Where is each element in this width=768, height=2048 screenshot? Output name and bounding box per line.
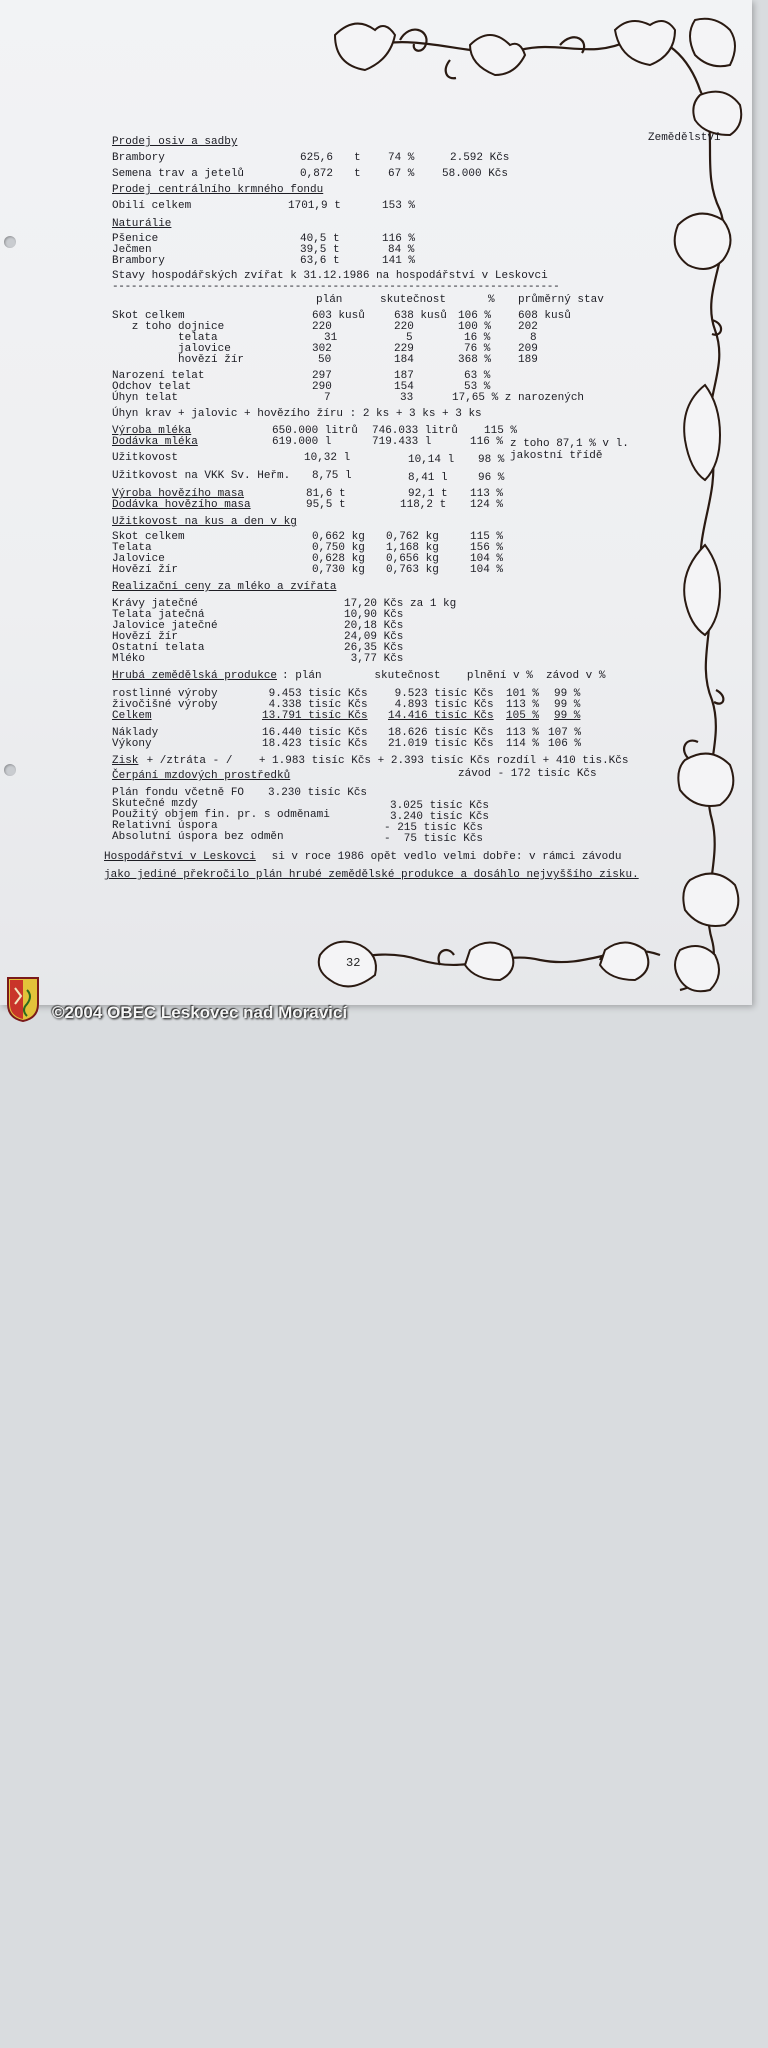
row-plan: 650.000 litrů bbox=[272, 425, 358, 437]
row-pct: 104 % bbox=[470, 564, 504, 576]
header-title: Zemědělství bbox=[648, 132, 721, 144]
row-label: Výroba mléka bbox=[112, 425, 192, 437]
zisk-label: Zisk bbox=[112, 755, 139, 767]
row-skut: 1,168 kg bbox=[386, 542, 439, 554]
row-label: Pšenice bbox=[112, 233, 159, 245]
row-label: Dodávka mléka bbox=[112, 436, 198, 448]
row-plan: 81,6 t bbox=[306, 488, 346, 500]
row-plan: 9.453 tisíc Kčs bbox=[262, 688, 368, 700]
row-label: Plán fondu včetně FO bbox=[112, 787, 245, 799]
row-plan: 95,5 t bbox=[306, 499, 346, 511]
row-skut: 154 bbox=[394, 381, 414, 393]
row-plan: 4.338 tisíc Kčs bbox=[262, 699, 368, 711]
row-pl: 113 % bbox=[506, 727, 540, 739]
row-value: - 215 tisíc Kčs bbox=[384, 822, 484, 834]
uhyn-line: Úhyn krav + jalovic + hovězího žíru : 2 ks + 3 ks + 3 ks bbox=[112, 408, 482, 420]
row-skut: 9.523 tisíc Kčs bbox=[388, 688, 494, 700]
row-pl: 114 % bbox=[506, 738, 540, 750]
row-prum: 608 kusů bbox=[518, 310, 571, 322]
row-label: Celkem bbox=[112, 710, 152, 722]
row-pct: 53 % bbox=[464, 381, 491, 393]
row-label: jalovice bbox=[112, 343, 231, 355]
heading-krmny: Prodej centrálního krmného fondu bbox=[112, 184, 324, 196]
conclusion-line: jako jediné překročilo plán hrubé zemědělské produkce a dosáhlo nejvyššího zisku. bbox=[104, 869, 639, 881]
row-label: Užitkovost bbox=[112, 452, 179, 464]
row-pl: 113 % bbox=[506, 699, 540, 711]
row-skut: 0,762 kg bbox=[386, 531, 439, 543]
row-zav: 106 % bbox=[548, 738, 582, 750]
conclusion-line: si v roce 1986 opět vedlo velmi dobře: v rámci závodu bbox=[265, 851, 622, 863]
row-qty: 39,5 t bbox=[300, 244, 340, 256]
row-label: Hovězí žír bbox=[112, 564, 179, 576]
row-label: Úhyn telat bbox=[112, 392, 179, 404]
row-label: Ječmen bbox=[112, 244, 152, 256]
zisk-line: + /ztráta - / + 1.983 tisíc Kčs + 2.393 tisíc Kčs rozdíl + 410 tis.Kčs bbox=[140, 755, 629, 767]
row-pct: 115 % bbox=[484, 425, 518, 437]
row-skut: 21.019 tisíc Kčs bbox=[388, 738, 494, 750]
row-pl: 101 % bbox=[506, 688, 540, 700]
row-pct: 156 % bbox=[470, 542, 504, 554]
row-skut: 8,41 l bbox=[408, 472, 448, 484]
heading-ceny: Realizační ceny za mléko a zvířata bbox=[112, 581, 337, 593]
row-plan: 0,730 kg bbox=[312, 564, 365, 576]
row-value: - 75 tisíc Kčs bbox=[384, 833, 484, 845]
row-label: telata bbox=[112, 332, 218, 344]
row-pct: 84 % bbox=[388, 244, 415, 256]
row-zav: 99 % bbox=[554, 710, 581, 722]
row-skut: 184 bbox=[394, 354, 414, 366]
row-plan: 0,750 kg bbox=[312, 542, 365, 554]
row-label: Náklady bbox=[112, 727, 159, 739]
row-label: Relativní úspora bbox=[112, 820, 218, 832]
row-pct: 124 % bbox=[470, 499, 504, 511]
row-plan: 619.000 l bbox=[272, 436, 332, 448]
row-label: Skot celkem bbox=[112, 310, 185, 322]
conclusion-lead: Hospodářství v Leskovci bbox=[104, 851, 256, 863]
row-pct: 17,65 % z narozených bbox=[452, 392, 585, 404]
heading-uzitkovost: Užitkovost na kus a den v kg bbox=[112, 516, 297, 528]
row-plan: 0,628 kg bbox=[312, 553, 365, 565]
row-value: 26,35 Kčs bbox=[344, 642, 404, 654]
heading-naturalie: Naturálie bbox=[112, 218, 172, 230]
row-plan: 8,75 l bbox=[312, 470, 352, 482]
row-skut: 0,763 kg bbox=[386, 564, 439, 576]
row-label: živočišné výroby bbox=[112, 699, 218, 711]
row-pct: 76 % bbox=[464, 343, 491, 355]
row-plan: 18.423 tisíc Kčs bbox=[262, 738, 368, 750]
row-value: 3.240 tisíc Kčs bbox=[390, 811, 490, 823]
row-pct: 74 % bbox=[388, 152, 415, 164]
heading-hruba: Hrubá zemědělská produkce bbox=[112, 670, 278, 682]
row-prum: 209 bbox=[518, 343, 538, 355]
row-label: Ostatní telata bbox=[112, 642, 205, 654]
footer-bar bbox=[0, 1000, 768, 1024]
row-qty: 625,6 bbox=[300, 152, 334, 164]
row-label: Brambory bbox=[112, 255, 165, 267]
row-value: 10,90 Kčs bbox=[344, 609, 404, 621]
row-pct: 116 % bbox=[382, 233, 416, 245]
row-qty: 63,6 t bbox=[300, 255, 340, 267]
row-pl: 105 % bbox=[506, 710, 540, 722]
row-label: Dodávka hovězího masa bbox=[112, 499, 251, 511]
divider-line: ----------------------------------------------------------------------- bbox=[112, 281, 560, 293]
row-plan: 7 bbox=[324, 392, 331, 404]
row-skut: 5 bbox=[406, 332, 413, 344]
row-plan: 0,662 kg bbox=[312, 531, 365, 543]
row-skut: 229 bbox=[394, 343, 414, 355]
row-label: rostlinné výroby bbox=[112, 688, 218, 700]
row-amount: 2.592 Kčs bbox=[450, 152, 510, 164]
row-unit: t bbox=[354, 152, 361, 164]
row-unit: t bbox=[354, 168, 361, 180]
row-qty: 1701,9 t bbox=[288, 200, 341, 212]
row-skut: 33 bbox=[400, 392, 414, 404]
row-plan: 10,32 l bbox=[304, 452, 351, 464]
row-plan: 31 bbox=[324, 332, 338, 344]
row-prum: 189 bbox=[518, 354, 538, 366]
row-label: Absolutní úspora bez odměn bbox=[112, 831, 284, 843]
row-value: 17,20 Kčs za 1 kg bbox=[344, 598, 457, 610]
row-skut: 187 bbox=[394, 370, 414, 382]
row-zav: 107 % bbox=[548, 727, 582, 739]
milk-note: z toho 87,1 % v l. bbox=[510, 438, 629, 450]
row-value: 20,18 Kčs bbox=[344, 620, 404, 632]
row-pct: 63 % bbox=[464, 370, 491, 382]
row-pct: 113 % bbox=[470, 488, 504, 500]
row-skut: 746.033 litrů bbox=[372, 425, 458, 437]
col-plan: plán bbox=[316, 294, 343, 306]
row-value: 24,09 Kčs bbox=[344, 631, 404, 643]
row-pct: 368 % bbox=[458, 354, 492, 366]
row-pct: 100 % bbox=[458, 321, 492, 333]
row-plan: 290 bbox=[312, 381, 332, 393]
row-pct: 115 % bbox=[470, 531, 504, 543]
row-label: Skutečné mzdy bbox=[112, 798, 198, 810]
row-plan: 13.791 tisíc Kčs bbox=[262, 710, 368, 722]
row-label: Narození telat bbox=[112, 370, 205, 382]
row-skut: 10,14 l bbox=[408, 454, 455, 466]
row-label: Užitkovost na VKK Sv. Heřm. bbox=[112, 470, 291, 482]
row-label: Jalovice jatečné bbox=[112, 620, 218, 632]
row-value: 3.230 tisíc Kčs bbox=[268, 787, 368, 799]
row-label: Použitý objem fin. pr. s odměnami bbox=[112, 809, 330, 821]
row-plan: 16.440 tisíc Kčs bbox=[262, 727, 368, 739]
row-zav: 99 % bbox=[554, 688, 581, 700]
page-number: 32 bbox=[346, 956, 361, 970]
zavod-line: závod - 172 tisíc Kčs bbox=[458, 768, 597, 780]
heading-osiva: Prodej osiv a sadby bbox=[112, 136, 238, 148]
row-label: Hovězí žír bbox=[112, 631, 179, 643]
row-label: Mléko bbox=[112, 653, 146, 665]
row-label: Telata bbox=[112, 542, 152, 554]
row-label: Krávy jatečné bbox=[112, 598, 198, 610]
row-skut: 92,1 t bbox=[408, 488, 448, 500]
row-pct: 141 % bbox=[382, 255, 416, 267]
row-label: Obilí celkem bbox=[112, 200, 192, 212]
row-label: Skot celkem bbox=[112, 531, 185, 543]
row-amount: 58.000 Kčs bbox=[442, 168, 509, 180]
row-pct: 96 % bbox=[478, 472, 505, 484]
row-pct: 98 % bbox=[478, 454, 505, 466]
row-skut: 4.893 tisíc Kčs bbox=[388, 699, 494, 711]
row-pct: 153 % bbox=[382, 200, 416, 212]
row-zav: 99 % bbox=[554, 699, 581, 711]
row-pct: 104 % bbox=[470, 553, 504, 565]
row-value: 3,77 Kčs bbox=[344, 653, 404, 665]
row-value: 3.025 tisíc Kčs bbox=[390, 800, 490, 812]
col-skut: skutečnost bbox=[380, 294, 447, 306]
row-pct: 67 % bbox=[388, 168, 415, 180]
document-page bbox=[0, 0, 752, 1005]
row-plan: 297 bbox=[312, 370, 332, 382]
row-label: Brambory bbox=[112, 152, 165, 164]
milk-note: jakostní třídě bbox=[510, 450, 603, 462]
col-prum: průměrný stav bbox=[518, 294, 604, 306]
row-skut: 0,656 kg bbox=[386, 553, 439, 565]
row-plan: 220 bbox=[312, 321, 332, 333]
row-label: Výroba hovězího masa bbox=[112, 488, 245, 500]
row-label: Semena trav a jetelů bbox=[112, 168, 245, 180]
row-skut: 719.433 l bbox=[372, 436, 432, 448]
row-skut: 14.416 tisíc Kčs bbox=[388, 710, 494, 722]
row-pct: 16 % bbox=[464, 332, 491, 344]
row-prum: 8 bbox=[530, 332, 537, 344]
row-skut: 638 kusů bbox=[394, 310, 447, 322]
row-label: z toho dojnice bbox=[112, 321, 225, 333]
row-label: Telata jatečná bbox=[112, 609, 205, 621]
row-skut: 18.626 tisíc Kčs bbox=[388, 727, 494, 739]
row-plan: 50 bbox=[318, 354, 332, 366]
row-label: hovězí žír bbox=[112, 354, 245, 366]
row-qty: 0,872 bbox=[300, 168, 334, 180]
row-skut: 220 bbox=[394, 321, 414, 333]
row-skut: 118,2 t bbox=[400, 499, 447, 511]
hruba-columns: : plán skutečnost plnění v % závod v % bbox=[282, 670, 606, 682]
row-qty: 40,5 t bbox=[300, 233, 340, 245]
row-plan: 302 bbox=[312, 343, 332, 355]
row-label: Jalovice bbox=[112, 553, 165, 565]
row-prum: 202 bbox=[518, 321, 538, 333]
row-pct: 116 % bbox=[470, 436, 504, 448]
heading-stavy: Stavy hospodářských zvířat k 31.12.1986 na hospodářství v Leskovci bbox=[112, 270, 548, 282]
row-label: Výkony bbox=[112, 738, 152, 750]
row-pct: 106 % bbox=[458, 310, 492, 322]
heading-mzdy: Čerpání mzdových prostředků bbox=[112, 770, 291, 782]
row-label: Odchov telat bbox=[112, 381, 192, 393]
row-plan: 603 kusů bbox=[312, 310, 365, 322]
copyright-text: ©2004 OBEC Leskovec nad Moravicí bbox=[52, 1003, 348, 1022]
col-pct: % bbox=[488, 294, 495, 306]
